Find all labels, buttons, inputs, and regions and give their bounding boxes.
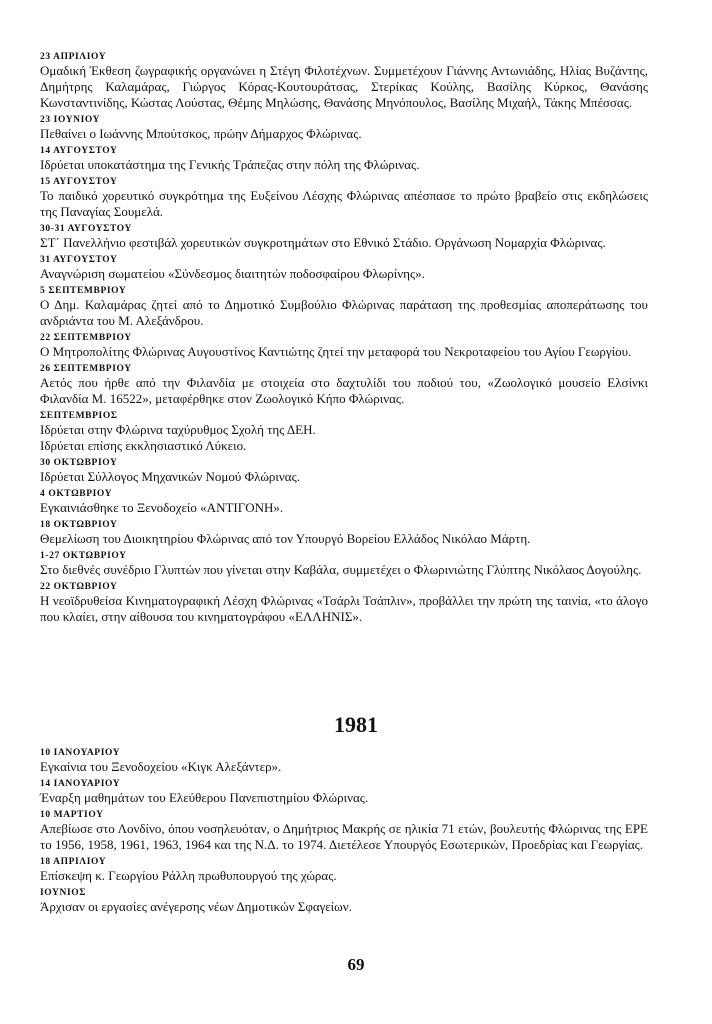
entry-date: 14 ΑΥΓΟΥΣΤΟΥ: [40, 146, 118, 156]
chronicle-entry: [40, 411, 648, 454]
chronicle-entry: [40, 857, 648, 884]
entry-text: Επίσκεψη κ. Γεωργίου Ράλλη πρωθυπουργού της χώρας.: [40, 868, 337, 883]
entry-date: 10 ΜΑΡΤΙΟΥ: [40, 810, 104, 820]
entry-text: Ο Μητροπολίτης Φλώρινας Αυγουστίνος Καντιώτης ζητεί την μεταφορά του Νεκροταφείου του Αγίου Γεωργίου.: [40, 344, 632, 359]
entry-text: Ιδρύεται Σύλλογος Μηχανικών Νομού Φλώρινας.: [40, 469, 300, 484]
entry-text: Εγκαίνια του Ξενοδοχείου «Κιγκ Αλεξάντερ».: [40, 759, 282, 774]
entry-date: 30 ΟΚΤΩΒΡΙΟΥ: [40, 458, 118, 468]
entry-text: Το παιδικό χορευτικό συγκρότημα της Ευξείνου Λέσχης Φλώρινας απέσπασε το πρώτο βραβείο στις εκδηλώσεις της Παναγίας Σουμελά.: [40, 188, 648, 219]
entry-date: 18 ΑΠΡΙΛΙΟΥ: [40, 857, 107, 867]
page-number: 69: [347, 955, 365, 974]
chronicle-entry: [40, 520, 648, 547]
chronicle-entry: [40, 458, 648, 485]
entry-date: 22 ΣΕΠΤΕΜΒΡΙΟΥ: [40, 333, 132, 343]
entry-date: 10 ΙΑΝΟΥΑΡΙΟΥ: [40, 748, 121, 758]
chronicle-entry: [40, 115, 648, 142]
chronicle-entry: [40, 333, 648, 360]
entries-1980: [40, 52, 648, 629]
entry-text: Άρχισαν οι εργασίες ανέγερσης νέων Δημοτικών Σφαγείων.: [40, 899, 352, 914]
chronicle-entry: [40, 364, 648, 407]
chronicle-entry: [40, 489, 648, 516]
chronicle-entry: [40, 146, 648, 173]
entry-date: 22 ΟΚΤΩΒΡΙΟΥ: [40, 582, 118, 592]
entry-text: Εγκαινιάσθηκε το Ξενοδοχείο «ΑΝΤΙΓΟΝΗ».: [40, 500, 284, 515]
entry-text: Η νεοϊδρυθείσα Κινηματογραφική Λέσχη Φλώρινας «Τσάρλι Τσάπλιν», προβάλλει την πρώτη της ταινία, «το άλογο που κλαίει, στην αίθουσα του κινηματογράφου «ΕΛΛΗΝΙΣ».: [40, 593, 648, 624]
entry-date: 18 ΟΚΤΩΒΡΙΟΥ: [40, 520, 118, 530]
entry-text: Ο Δημ. Καλαμάρας ζητεί από το Δημοτικό Συμβούλιο Φλώρινας παράταση της προθεσμίας αποπεράτωσης του ανδριάντα του Μ. Αλεξάνδρου.: [40, 297, 648, 328]
entry-date: 15 ΑΥΓΟΥΣΤΟΥ: [40, 177, 118, 187]
entry-date: 23 ΑΠΡΙΛΙΟΥ: [40, 52, 107, 62]
entry-text: Αετός που ήρθε από την Φιλανδία με στοιχεία στο δαχτυλίδι του ποδιού του, «Ζωολογικό μουσείο Ελσίνκι Φιλανδία Μ. 16522», μεταφέρθηκε στον Ζωολογικό Κήπο Φλώρινας.: [40, 375, 648, 406]
chronicle-entry: [40, 582, 648, 625]
entry-date: 4 ΟΚΤΩΒΡΙΟΥ: [40, 489, 113, 499]
entry-text: ΣΤ΄ Πανελλήνιο φεστιβάλ χορευτικών συγκροτημάτων στο Εθνικό Στάδιο. Οργάνωση Νομαρχία Φλώρινας.: [40, 235, 606, 250]
year-heading: 1981: [334, 712, 378, 737]
entry-date: 5 ΣΕΠΤΕΜΒΡΙΟΥ: [40, 286, 127, 296]
entry-date: 31 ΑΥΓΟΥΣΤΟΥ: [40, 255, 118, 265]
chronicle-entry: [40, 810, 648, 853]
entry-text-continued: Ιδρύεται επίσης εκκλησιαστικό Λύκειο.: [40, 438, 247, 453]
entry-text: Πεθαίνει ο Ιωάννης Μπούτσκος, πρώην Δήμαρχος Φλώρινας.: [40, 126, 362, 141]
chronicle-entry: [40, 286, 648, 329]
entry-date: 23 ΙΟΥΝΙΟΥ: [40, 115, 101, 125]
entry-date: 1-27 ΟΚΤΩΒΡΙΟΥ: [40, 551, 127, 561]
entry-date: 14 ΙΑΝΟΥΑΡΙΟΥ: [40, 779, 121, 789]
entries-1981: [40, 748, 648, 919]
entry-text: Αναγνώριση σωματείου «Σύνδεσμος διαιτητών ποδοσφαίρου Φλωρίνης».: [40, 266, 425, 281]
entry-date: ΣΕΠΤΕΜΒΡΙΟΣ: [40, 411, 118, 421]
chronicle-entry: [40, 551, 648, 578]
chronicle-entry: [40, 224, 648, 251]
entry-text: Θεμελίωση του Διοικητηρίου Φλώρινας από τον Υπουργό Βορείου Ελλάδος Νικόλαο Μάρτη.: [40, 531, 531, 546]
chronicle-entry: [40, 888, 648, 915]
chronicle-entry: [40, 177, 648, 220]
entry-date: ΙΟΥΝΙΟΣ: [40, 888, 87, 898]
chronicle-entry: [40, 255, 648, 282]
entry-text: Ιδρύεται στην Φλώρινα ταχύρυθμος Σχολή της ΔΕΗ.: [40, 422, 316, 437]
entry-text: Στο διεθνές συνέδριο Γλυπτών που γίνεται στην Καβάλα, συμμετέχει ο Φλωρινιώτης Γλύπτης Νικόλαος Δογούλης.: [40, 562, 642, 577]
entry-text: Ιδρύεται υποκατάστημα της Γενικής Τράπεζας στην πόλη της Φλώρινας.: [40, 157, 420, 172]
entry-date: 26 ΣΕΠΤΕΜΒΡΙΟΥ: [40, 364, 132, 374]
chronicle-entry: [40, 748, 648, 775]
entry-text: Έναρξη μαθημάτων του Ελεύθερου Πανεπιστημίου Φλώρινας.: [40, 790, 369, 805]
chronicle-entry: [40, 779, 648, 806]
entry-date: 30-31 ΑΥΓΟΥΣΤΟΥ: [40, 224, 132, 234]
chronicle-entry: [40, 52, 648, 111]
entry-text: Ομαδική Έκθεση ζωγραφικής οργανώνει η Στέγη Φιλοτέχνων. Συμμετέχουν Γιάννης Αντωνιάδης, Ηλίας Βυζάντης, Δημήτρης Καλαμάρας, Γιώργος Κόρας-Κουτουράτσας, Στερίκας Κούλης, Βασίλης Κύρκος, Θανάσης Κωνσταντινίδης, Κώστας Λούστας, Θέμης Μηλώσης, Θανάσης Μηνόπουλος, Βασίλης Μιχαήλ, Τάκης Μπέσσας.: [40, 63, 648, 110]
entry-text: Απεβίωσε στο Λονδίνο, όπου νοσηλευόταν, ο Δημήτριος Μακρής σε ηλικία 71 ετών, βουλευτής Φλώρινας της ΕΡΕ το 1956, 1958, 1961, 1963, 1964 και της Ν.Δ. το 1974. Διετέλεσε Υπουργός Εσωτερικών, Προεδρίας και Γεωργίας.: [40, 821, 648, 852]
